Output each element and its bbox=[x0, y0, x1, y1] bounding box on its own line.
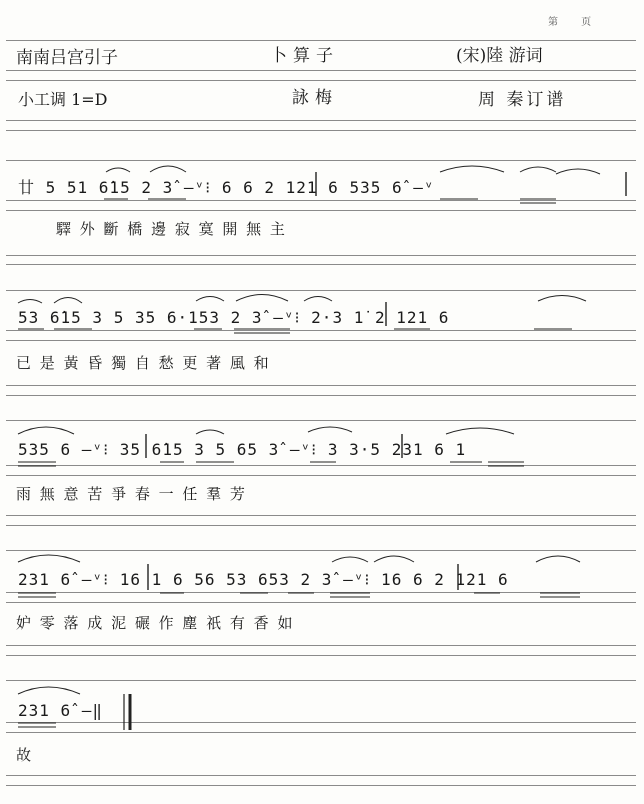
notation-line-3: 535 6 —ᵛ⁝ 35 6̇15 3 5 65 3̂ —ᵛ⁝ 3 3·5 231 6 1 bbox=[18, 440, 467, 459]
piece-title: 卜算子 bbox=[270, 46, 339, 66]
notation-line-1: 廿 5 51 6̇15 2 3̂ —ᵛ⁝ 6 6 2 121 6 535 6̂ —ᵛ bbox=[18, 178, 435, 197]
piece-subtitle: 詠梅 bbox=[292, 88, 338, 108]
lyrics-line-5: 故 bbox=[16, 746, 34, 764]
notation-line-2: 53 6̇15 3 5 35 6·153 2 3̂ —ᵛ⁝ 2·3 1̇ 2 121 6 bbox=[18, 308, 450, 327]
lyrics-line-4: 妒 零 落 成 泥 碾 作 塵 祇 有 香 如 bbox=[16, 614, 295, 632]
arranger-credit: 周 秦订谱 bbox=[478, 90, 567, 110]
notation-line-5: 231 6̂ —‖ bbox=[18, 701, 104, 720]
notation-line-4: 231 6̂ —ᵛ⁝ 16 1 6 56 53 653 2 3̂ —ᵛ⁝ 16 6 2 121 6 bbox=[18, 570, 509, 589]
lyrics-line-2: 已 是 黃 昏 獨 自 愁 更 著 風 和 bbox=[16, 354, 271, 372]
key-signature: 小工调 1=D bbox=[18, 90, 108, 109]
lyrics-line-1: 驛 外 斷 橋 邊 寂 寞 開 無 主 bbox=[56, 220, 287, 238]
page-number-label: 第 页 bbox=[548, 17, 602, 28]
lyrics-line-3: 雨 無 意 苦 爭 春 一 任 羣 芳 bbox=[16, 485, 247, 503]
tune-category: 南南吕宫引子 bbox=[16, 48, 118, 68]
lyricist-credit: (宋)陸 游词 bbox=[456, 46, 543, 66]
